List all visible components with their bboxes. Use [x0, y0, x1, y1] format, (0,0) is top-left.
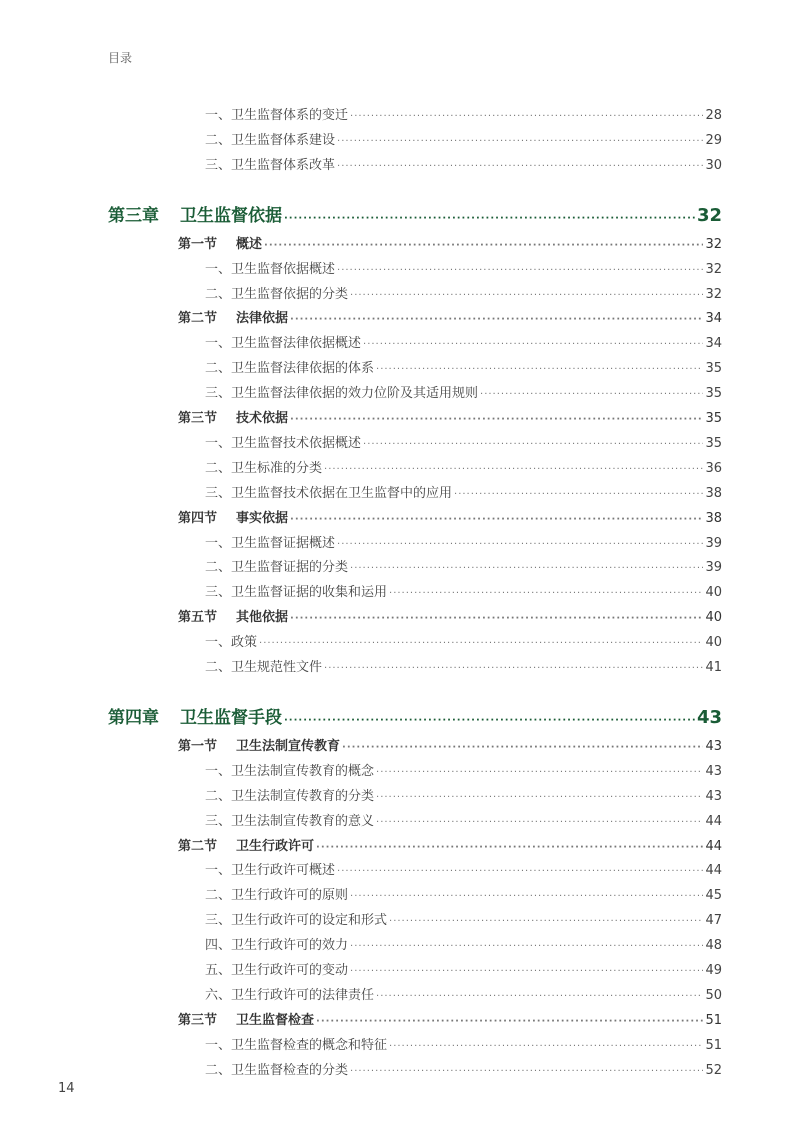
toc-entry-label: 其他依据 [236, 610, 289, 626]
toc-section-number: 第二节 [178, 838, 218, 854]
toc-item-title [205, 129, 335, 148]
toc-section-row[interactable] [178, 606, 722, 625]
toc-entry-label: 二、卫生法制宣传教育的分类 [205, 788, 375, 804]
toc-page-number: 34 [705, 336, 722, 352]
toc-page-number: 28 [705, 108, 722, 123]
toc-item-row[interactable] [205, 581, 722, 600]
toc-chapter-row[interactable] [108, 703, 722, 728]
toc-entry-label: 二、卫生监督法律依据的体系 [205, 361, 375, 377]
toc-page-number: 40 [705, 610, 722, 626]
dot-leader [376, 767, 703, 778]
toc-entry-label: 一、卫生监督依据概述 [205, 261, 336, 277]
toc-page-number: 34 [705, 311, 722, 327]
toc-entry-label: 二、卫生监督依据的分类 [205, 286, 349, 302]
dot-leader [337, 866, 703, 877]
toc-page-number: 44 [705, 813, 722, 829]
toc-entry-label: 一、卫生监督体系的变迁 [205, 108, 349, 123]
toc-page-number: 40 [705, 585, 722, 601]
toc-section-row[interactable] [178, 507, 722, 526]
toc-section-row[interactable] [178, 407, 722, 426]
toc-entry-label: 六、卫生行政许可的法律责任 [205, 987, 375, 1003]
toc-item-title [205, 1059, 348, 1078]
toc-item-title [205, 760, 374, 779]
toc-page-number: 52 [705, 1062, 722, 1078]
toc-item-row[interactable] [205, 656, 722, 675]
toc-item-row[interactable] [205, 959, 722, 978]
toc-page-number: 43 [705, 738, 722, 754]
toc-item-row[interactable] [205, 258, 722, 277]
toc-item-row[interactable] [205, 382, 722, 401]
toc-page-number: 49 [705, 963, 722, 978]
toc-section-title [178, 1009, 314, 1028]
toc-entry-label: 一、卫生监督检查的概念和特征 [205, 1037, 388, 1053]
toc-item-title [205, 154, 335, 173]
toc-section-number: 第四节 [178, 510, 218, 526]
toc-item-row[interactable] [205, 984, 722, 1003]
dot-leader [350, 563, 703, 574]
dot-leader [350, 290, 703, 301]
toc-item-title [205, 859, 335, 878]
toc-item-row[interactable] [205, 357, 722, 376]
toc-page-number: 51 [705, 1012, 722, 1028]
toc-item-row[interactable] [205, 1059, 722, 1078]
toc-section-number: 第三节 [178, 411, 218, 426]
toc-item-title [205, 482, 452, 501]
toc-entry-label: 卫生监督手段 [180, 707, 282, 728]
toc-page-number: 44 [705, 838, 722, 854]
toc-item-title [205, 785, 374, 804]
toc-section-title [178, 307, 288, 326]
toc-item-title [205, 382, 478, 401]
toc-page-number: 41 [705, 660, 722, 675]
toc-page-number: 48 [705, 938, 722, 954]
toc-page-number: 47 [705, 913, 722, 929]
toc-section-number: 第三节 [178, 1012, 218, 1028]
toc-page-number: 32 [705, 261, 722, 277]
toc-item-row[interactable] [205, 129, 722, 148]
dot-leader [350, 941, 703, 952]
toc-page-number: 35 [705, 361, 722, 377]
toc-item-row[interactable] [205, 556, 722, 575]
toc-section-number: 第五节 [178, 610, 218, 626]
toc-item-row[interactable] [205, 760, 722, 779]
toc-page-number: 39 [705, 535, 722, 551]
toc-entry-label: 二、卫生行政许可的原则 [205, 888, 349, 904]
dot-leader [337, 265, 703, 276]
page-number: 14 [58, 1081, 75, 1096]
dot-leader [264, 240, 703, 251]
toc-entry-label: 二、卫生监督体系建设 [205, 132, 336, 148]
toc-item-title [205, 258, 335, 277]
toc-chapter-number: 第三章 [108, 205, 159, 226]
toc-entry-label: 卫生监督依据 [180, 205, 282, 226]
toc-page-number: 45 [705, 888, 722, 904]
toc-entry-label: 一、卫生监督技术依据概述 [205, 435, 362, 451]
dot-leader [290, 414, 703, 425]
toc-entry-label: 事实依据 [236, 510, 289, 526]
toc-entry-label: 二、卫生监督检查的分类 [205, 1062, 349, 1078]
toc-item-row[interactable] [205, 810, 722, 829]
toc-section-row[interactable] [178, 307, 722, 326]
toc-section-row[interactable] [178, 735, 722, 754]
toc-entry-label: 三、卫生监督法律依据的效力位阶及其适用规则 [205, 386, 479, 402]
toc-entry-label: 三、卫生法制宣传教育的意义 [205, 813, 375, 829]
toc-page-number: 38 [705, 485, 722, 501]
toc-entry-label: 卫生监督检查 [236, 1012, 315, 1028]
toc-item-row[interactable] [205, 432, 722, 451]
toc-entry-label: 二、卫生标准的分类 [205, 460, 323, 476]
toc-entry-label: 技术依据 [236, 411, 289, 426]
toc-page-number: 51 [705, 1037, 722, 1053]
toc-entry-label: 一、卫生监督证据概述 [205, 535, 336, 551]
toc-item-row[interactable] [205, 785, 722, 804]
toc-entry-label: 三、卫生监督技术依据在卫生监督中的应用 [205, 485, 453, 501]
toc-chapter-number: 第四章 [108, 707, 159, 728]
toc-item-title [205, 909, 387, 928]
toc-entry-label: 概述 [236, 236, 263, 252]
toc-item-title [205, 332, 361, 351]
dot-leader [389, 916, 703, 927]
dot-leader [290, 613, 703, 624]
dot-leader [376, 364, 703, 375]
toc-item-row[interactable] [205, 631, 722, 650]
dot-leader [324, 663, 703, 674]
dot-leader [350, 891, 703, 902]
toc-entry-label: 一、卫生法制宣传教育的概念 [205, 763, 375, 779]
toc-item-row[interactable] [205, 909, 722, 928]
toc-chapter-title [108, 703, 282, 728]
dot-leader [259, 638, 703, 649]
toc-item-title [205, 810, 374, 829]
toc-entry-label: 一、卫生监督法律依据概述 [205, 336, 362, 352]
toc-page-number: 32 [696, 204, 722, 226]
dot-leader [376, 817, 703, 828]
toc-page-number: 35 [705, 435, 722, 451]
dot-leader [376, 991, 703, 1002]
toc-page-number: 32 [705, 286, 722, 302]
dot-leader [337, 539, 703, 550]
toc-page-number: 43 [705, 763, 722, 779]
toc-page-number: 35 [705, 386, 722, 402]
toc-item-row[interactable] [205, 457, 722, 476]
dot-leader [350, 966, 703, 977]
toc-page-number: 35 [705, 411, 722, 426]
toc-item-row[interactable] [205, 332, 722, 351]
toc-entry-label: 三、卫生监督证据的收集和运用 [205, 585, 388, 601]
toc-entry-label: 二、卫生规范性文件 [205, 660, 323, 675]
dot-leader [290, 314, 703, 325]
toc-page-number: 43 [696, 706, 722, 728]
dot-leader [284, 715, 695, 726]
toc-section-row[interactable] [178, 1009, 722, 1028]
toc-chapter-row[interactable] [108, 201, 722, 226]
toc-item-title [205, 656, 322, 675]
toc-page-number: 29 [705, 132, 722, 148]
dot-leader [337, 136, 703, 147]
dot-leader [284, 213, 695, 224]
toc-entry-label: 卫生行政许可 [236, 838, 315, 854]
toc-item-row[interactable] [205, 884, 722, 903]
toc-page-number: 43 [705, 788, 722, 804]
toc-item-row[interactable] [205, 104, 722, 123]
toc-item-row[interactable] [205, 934, 722, 953]
dot-leader [342, 742, 703, 753]
toc-item-title [205, 283, 348, 302]
toc-entry-label: 五、卫生行政许可的变动 [205, 963, 349, 978]
toc-item-title [205, 104, 348, 123]
toc-item-row[interactable] [205, 859, 722, 878]
toc-item-row[interactable] [205, 154, 722, 173]
toc-entry-label: 法律依据 [236, 311, 289, 327]
toc-section-title [178, 507, 288, 526]
toc-item-title [205, 457, 322, 476]
toc-item-title [205, 934, 348, 953]
toc-item-title [205, 884, 348, 903]
toc-item-row[interactable] [205, 283, 722, 302]
toc-page-number: 40 [705, 635, 722, 651]
toc-chapter-title [108, 201, 282, 226]
dot-leader [454, 489, 703, 500]
toc-item-title [205, 556, 348, 575]
toc-item-title [205, 532, 335, 551]
dot-leader [290, 514, 703, 525]
toc-section-title [178, 835, 314, 854]
dot-leader [316, 842, 703, 853]
dot-leader [480, 389, 703, 400]
toc-entry-label: 卫生法制宣传教育 [236, 738, 341, 754]
toc-entry-label: 二、卫生监督证据的分类 [205, 560, 349, 576]
dot-leader [389, 588, 703, 599]
dot-leader [316, 1016, 703, 1027]
toc-entry-label: 四、卫生行政许可的效力 [205, 938, 349, 954]
toc-page-number: 38 [705, 510, 722, 526]
toc-section-row[interactable] [178, 835, 722, 854]
dot-leader [376, 792, 703, 803]
running-header: 目录 [108, 51, 133, 65]
toc-section-title [178, 233, 262, 252]
toc-item-title [205, 357, 374, 376]
toc-section-row[interactable] [178, 233, 722, 252]
dot-leader [363, 339, 703, 350]
toc-entry-label: 一、政策 [205, 635, 258, 651]
toc-page-number: 44 [705, 863, 722, 879]
toc-entry-label: 三、卫生监督体系改革 [205, 157, 336, 173]
toc-item-title [205, 1034, 387, 1053]
toc-section-number: 第一节 [178, 738, 218, 754]
toc-section-title [178, 606, 288, 625]
toc-item-title [205, 631, 257, 650]
toc-page-number: 36 [705, 460, 722, 476]
toc-section-number: 第一节 [178, 236, 218, 252]
toc-page-number: 32 [705, 236, 722, 252]
toc-section-number: 第二节 [178, 311, 218, 327]
toc-page-number: 50 [705, 987, 722, 1003]
toc-page-number: 30 [705, 157, 722, 173]
dot-leader [350, 1066, 703, 1077]
toc-item-title [205, 581, 387, 600]
dot-leader [350, 111, 703, 122]
toc-entry-label: 三、卫生行政许可的设定和形式 [205, 913, 388, 929]
toc-item-title [205, 984, 374, 1003]
toc-section-title [178, 735, 340, 754]
toc-section-title [178, 407, 288, 426]
dot-leader [363, 439, 703, 450]
toc-item-title [205, 432, 361, 451]
dot-leader [389, 1041, 703, 1052]
toc-item-row[interactable] [205, 482, 722, 501]
toc-item-row[interactable] [205, 532, 722, 551]
dot-leader [324, 464, 703, 475]
dot-leader [337, 161, 703, 172]
toc-item-title [205, 959, 348, 978]
toc-entry-label: 一、卫生行政许可概述 [205, 863, 336, 879]
toc-item-row[interactable] [205, 1034, 722, 1053]
toc-page-number: 39 [705, 560, 722, 576]
